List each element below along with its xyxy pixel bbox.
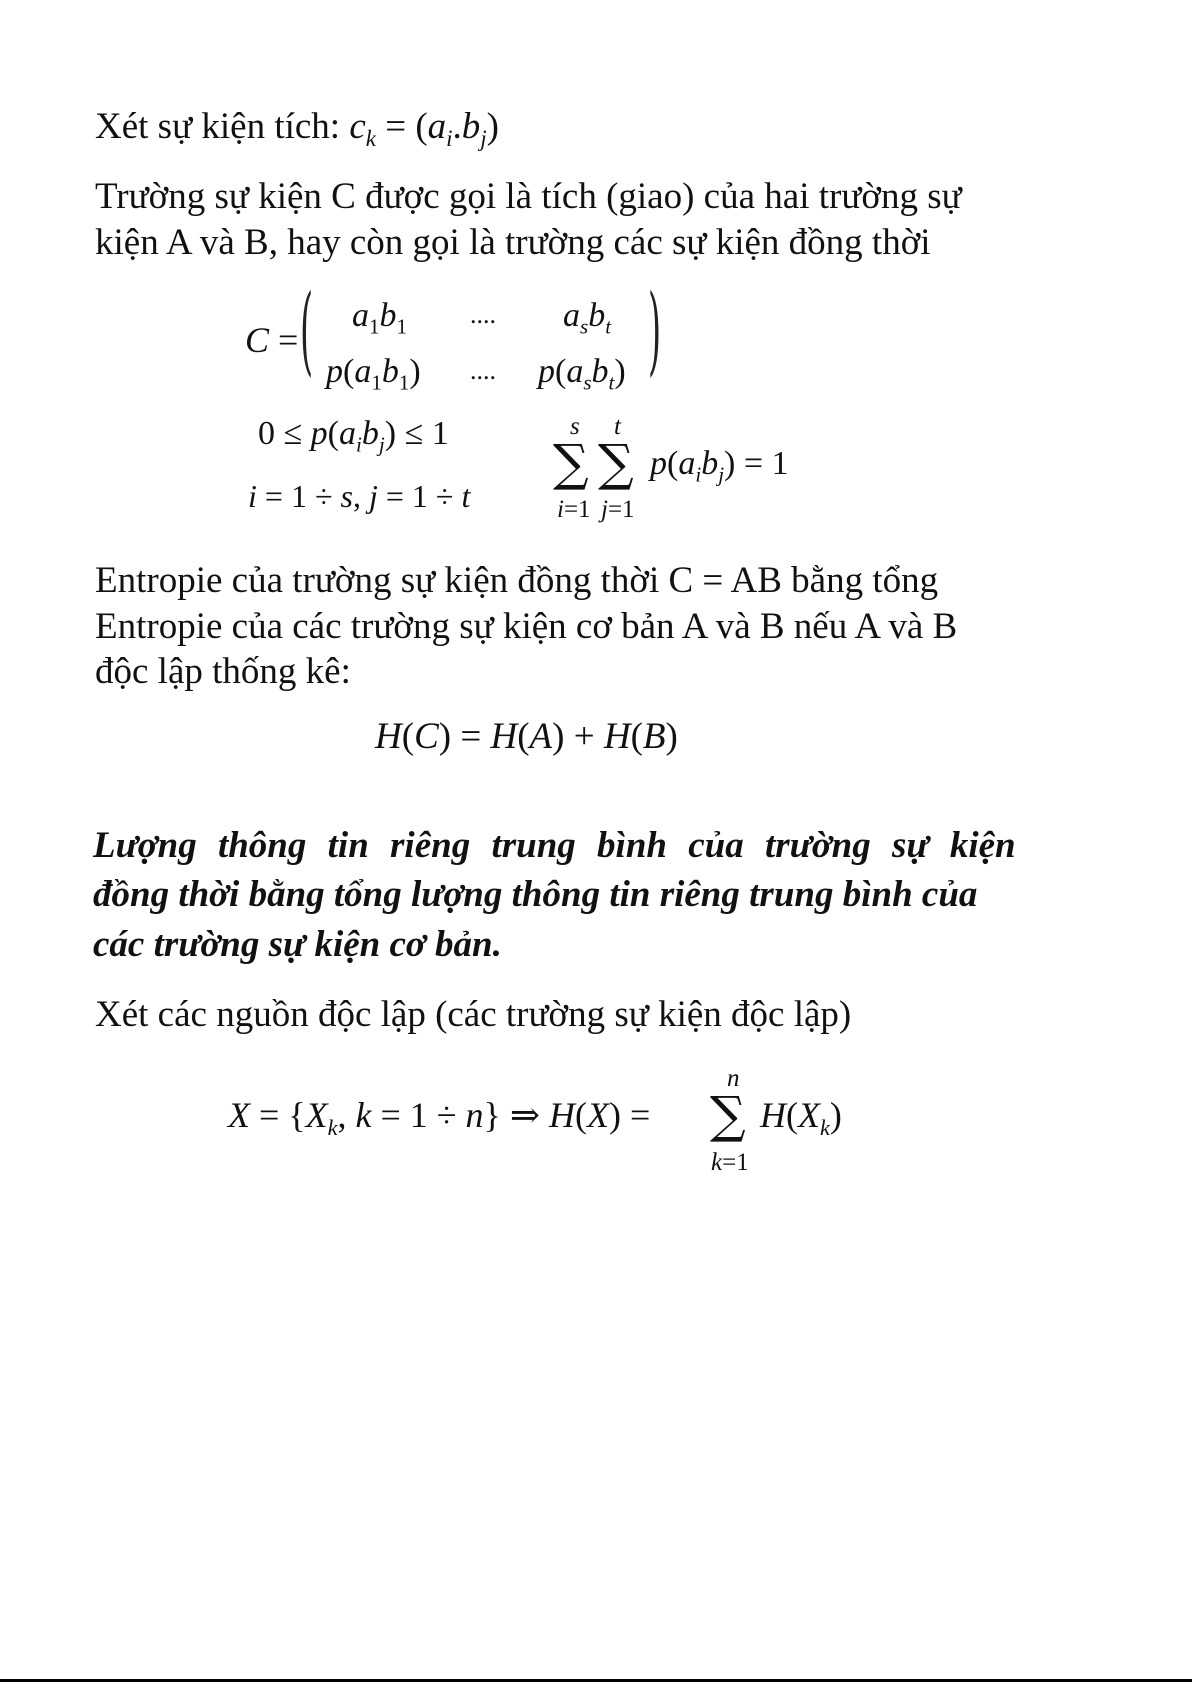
para2-line-b: Entropie của các trường sự kiện cơ bản A và B nếu A và B <box>95 606 958 647</box>
probability-bounds: $0 \le p(a_ib_j) \le 1$ <box>258 415 449 457</box>
sum1-sigma: ∑ <box>553 434 589 492</box>
final-sum-sigma: ∑ <box>710 1086 746 1144</box>
matrix-r1c3: $a_sb_t$ <box>563 297 612 339</box>
bold-para-line-c: các trường sự kiện cơ bản. <box>93 924 502 965</box>
bottom-rule <box>0 1679 1192 1682</box>
sum2-sigma: ∑ <box>598 434 634 492</box>
sum1-upper: s <box>570 413 580 440</box>
sum1-lower: i=1 <box>557 496 591 523</box>
para1-line-b: kiện A và B, hay còn gọi là trường các sự kiện đồng thời <box>95 222 931 263</box>
index-ranges: i = 1 ÷ s, j = 1 ÷ t <box>248 478 471 514</box>
sum2-upper: t <box>614 413 621 440</box>
para2-line-a: Entropie của trường sự kiện đồng thời C = AB bằng tổng <box>95 560 939 601</box>
entropy-sum-equation: H(C) = H(A) + H(B) <box>375 716 678 757</box>
final-sum-lower: k=1 <box>711 1149 749 1176</box>
final-lhs: $X = \{X_k$, k = 1 ÷ n} ⇒ H(X) = <box>228 1095 651 1140</box>
matrix-r2c2: .... <box>470 356 496 385</box>
sum2-lower: j=1 <box>601 496 635 523</box>
independent-sources-line: Xét các nguồn độc lập (các trường sự kiện độc lập) <box>95 994 852 1035</box>
final-rhs: $H(X_k)$ <box>760 1095 842 1140</box>
matrix-right-paren: ) <box>648 275 662 387</box>
para2-line-c: độc lập thống kê: <box>95 651 351 692</box>
product-event-formula: $c_k = (a_i.b_j)$ <box>349 106 499 152</box>
product-event-line <box>95 106 499 152</box>
matrix-r2c3: $p(a_sb_t)$ <box>538 353 626 395</box>
matrix-r2c1: $p(a_1b_1)$ <box>326 353 421 395</box>
matrix-r1c2: .... <box>470 300 496 329</box>
matrix-lhs: C = <box>245 320 299 360</box>
product-event-prefix: Xét sự kiện tích: <box>95 106 350 147</box>
matrix-r1c1: $a_1b_1$ <box>352 297 408 339</box>
bold-para-line-a: Lượng thông tin riêng trung bình của trường sự kiện <box>93 825 1016 866</box>
matrix-left-paren: ( <box>300 275 314 387</box>
sum-body: $p(a_ib_j) = 1$ <box>650 445 789 487</box>
para1-line-a: Trường sự kiện C được gọi là tích (giao) của hai trường sự <box>95 176 962 217</box>
final-sum-upper: n <box>727 1065 740 1092</box>
bold-para-line-b: đồng thời bằng tổng lượng thông tin riêng trung bình của <box>93 874 978 915</box>
